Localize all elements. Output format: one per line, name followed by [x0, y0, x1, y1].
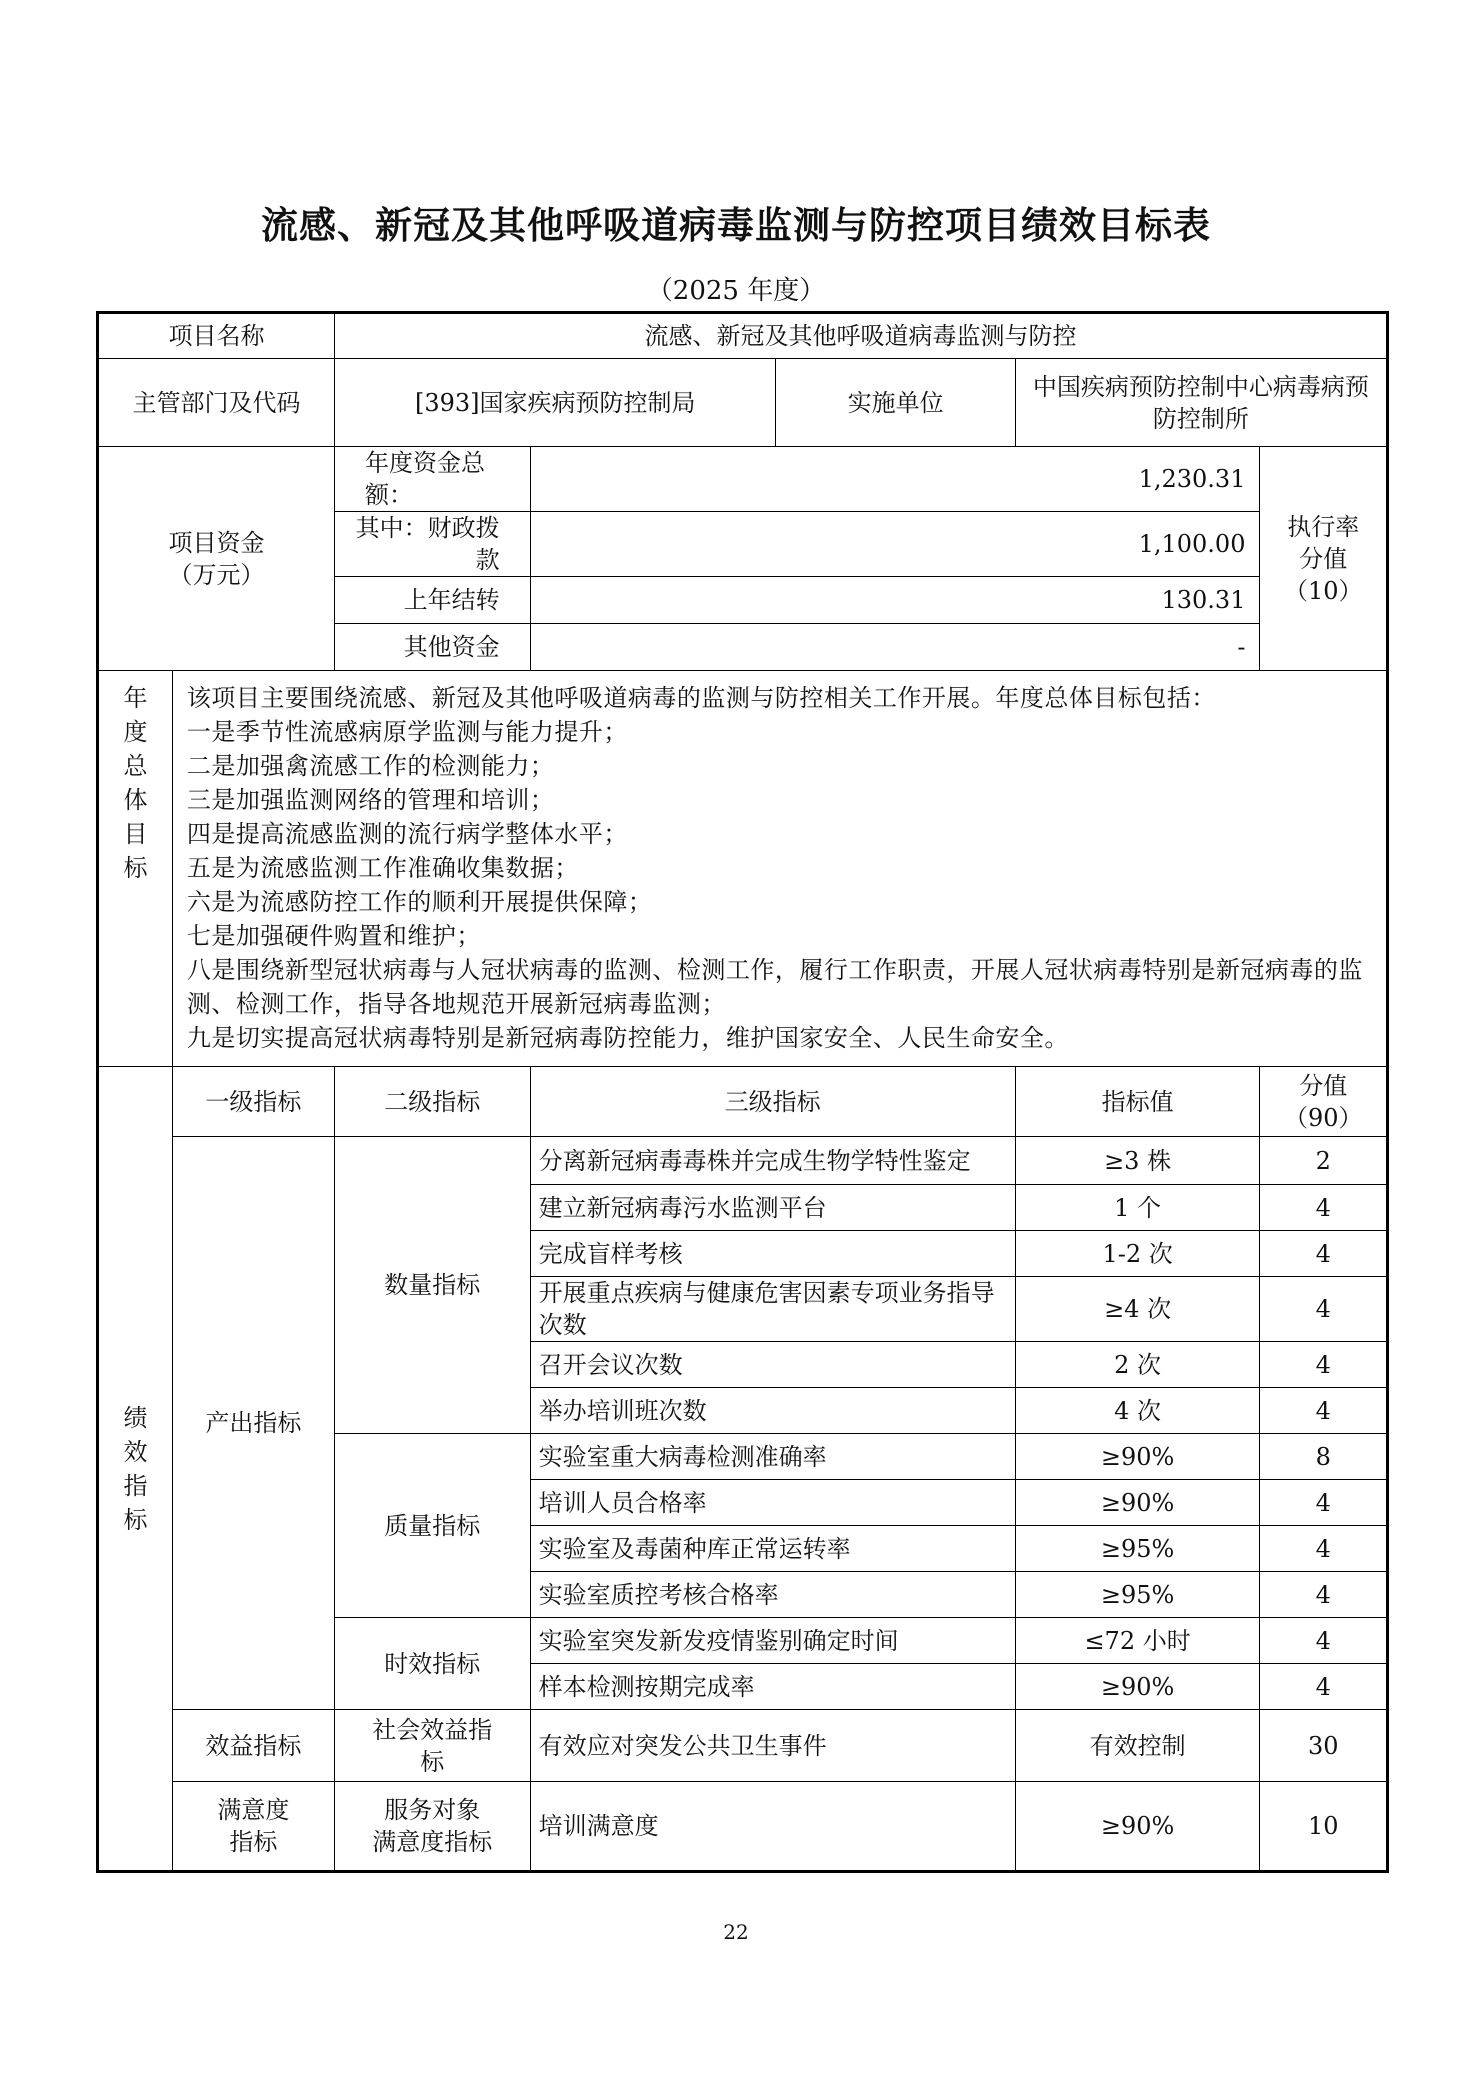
funds-label — [98, 447, 335, 671]
indicator-name: 实验室及毒菌种库正常运转率 — [530, 1526, 1015, 1572]
goal-label-char: 年 — [123, 684, 148, 712]
goal-line: 七是加强硬件购置和维护； — [186, 922, 481, 950]
indicator-value: ≥4 次 — [1015, 1277, 1260, 1342]
department-value: [393]国家疾病预防控制局 — [334, 359, 776, 447]
social-benefit-indicator-label — [334, 1710, 530, 1782]
page-subtitle: （2025 年度） — [646, 276, 826, 306]
indicator-value: ≤72 小时 — [1015, 1618, 1260, 1664]
funds-label-line2: （万元） — [168, 560, 265, 589]
goal-line: 九是切实提高冠状病毒特别是新冠病毒防控能力，维护国家安全、人民生命安全。 — [186, 1024, 1069, 1052]
indicator-name: 样本检测按期完成率 — [530, 1664, 1015, 1710]
funds-total-label: 年度资金总额： — [334, 447, 530, 512]
indicator-value: 有效控制 — [1015, 1710, 1260, 1782]
indicator-name: 举办培训班次数 — [530, 1388, 1015, 1434]
service-label-line2: 满意度指标 — [372, 1828, 493, 1856]
indicator-score: 10 — [1260, 1782, 1388, 1872]
funds-carryover-value: 130.31 — [530, 577, 1260, 624]
indicators-label-char: 指 — [123, 1471, 148, 1500]
header-score-line1: 分值 — [1299, 1071, 1348, 1100]
execution-rate-line1: 执行率 — [1287, 512, 1360, 541]
funds-carryover-label: 上年结转 — [334, 577, 530, 624]
indicator-name: 实验室重大病毒检测准确率 — [530, 1434, 1015, 1480]
goal-line: 四是提高流感监测的流行病学整体水平； — [186, 820, 628, 848]
indicator-score: 4 — [1260, 1231, 1388, 1277]
indicators-label-char: 标 — [123, 1505, 148, 1534]
indicator-score: 4 — [1260, 1277, 1388, 1342]
indicator-score: 4 — [1260, 1572, 1388, 1618]
annual-goal-row — [98, 671, 1388, 1067]
goal-label-char: 总 — [123, 752, 148, 780]
social-label-line2: 标 — [420, 1747, 445, 1776]
quality-indicator-label: 质量指标 — [334, 1434, 530, 1618]
goal-label-char: 标 — [123, 854, 148, 882]
goal-label-char: 目 — [123, 820, 148, 848]
indicator-name: 实验室突发新发疫情鉴别确定时间 — [530, 1618, 1015, 1664]
indicators-header-row — [98, 1067, 1388, 1137]
timeliness-indicator-label: 时效指标 — [334, 1618, 530, 1710]
output-indicator-label: 产出指标 — [172, 1137, 334, 1710]
goal-line: 二是加强禽流感工作的检测能力； — [186, 752, 555, 780]
department-row — [98, 359, 1388, 447]
indicator-value: 2 次 — [1015, 1342, 1260, 1388]
header-level1: 一级指标 — [172, 1067, 334, 1137]
page-title: 流感、新冠及其他呼吸道病毒监测与防控项目绩效目标表 — [261, 204, 1211, 247]
execution-rate-score — [1260, 447, 1388, 671]
satisfaction-label-line1: 满意度 — [217, 1796, 290, 1824]
indicator-name: 培训人员合格率 — [530, 1480, 1015, 1526]
indicator-score: 4 — [1260, 1480, 1388, 1526]
indicators-label — [98, 1067, 173, 1872]
annual-goal-text — [172, 671, 1387, 1067]
department-label: 主管部门及代码 — [98, 359, 335, 447]
implementing-unit-value: 中国疾病预防控制中心病毒病预防控制所 — [1015, 359, 1387, 447]
goal-label-char: 体 — [123, 786, 148, 814]
goal-label-char: 度 — [123, 718, 148, 746]
indicator-row — [98, 1710, 1388, 1782]
indicator-value: ≥95% — [1015, 1572, 1260, 1618]
project-name-label: 项目名称 — [98, 313, 335, 359]
service-satisfaction-indicator-label — [334, 1782, 530, 1872]
indicators-label-char: 效 — [123, 1437, 148, 1466]
social-label-line1: 社会效益指 — [372, 1715, 493, 1744]
indicator-value: 4 次 — [1015, 1388, 1260, 1434]
indicator-value: ≥90% — [1015, 1480, 1260, 1526]
satisfaction-label-line2: 指标 — [229, 1828, 278, 1856]
funds-fiscal-value: 1,100.00 — [530, 512, 1260, 577]
indicator-score: 2 — [1260, 1137, 1388, 1185]
indicator-name: 分离新冠病毒毒株并完成生物学特性鉴定 — [530, 1137, 1015, 1185]
indicator-score: 4 — [1260, 1388, 1388, 1434]
benefit-indicator-label: 效益指标 — [172, 1710, 334, 1782]
indicator-score: 8 — [1260, 1434, 1388, 1480]
project-name-row — [98, 313, 1388, 359]
implementing-unit-label: 实施单位 — [776, 359, 1015, 447]
indicator-value: ≥90% — [1015, 1664, 1260, 1710]
performance-table — [96, 311, 1389, 1873]
funds-other-label: 其他资金 — [334, 624, 530, 671]
indicator-value: ≥3 株 — [1015, 1137, 1260, 1185]
satisfaction-indicator-label — [172, 1782, 334, 1872]
indicator-value: 1 个 — [1015, 1185, 1260, 1231]
page-number: 22 — [723, 1920, 749, 1944]
goal-line: 五是为流感监测工作准确收集数据； — [186, 854, 579, 882]
indicator-value: ≥90% — [1015, 1782, 1260, 1872]
indicator-name: 有效应对突发公共卫生事件 — [530, 1710, 1015, 1782]
indicator-row — [98, 1782, 1388, 1872]
annual-goal-label — [98, 671, 173, 1067]
indicator-name: 培训满意度 — [530, 1782, 1015, 1872]
indicator-score: 30 — [1260, 1710, 1388, 1782]
funds-other-value: - — [530, 624, 1260, 671]
header-level3: 三级指标 — [530, 1067, 1015, 1137]
goal-line: 六是为流感防控工作的顺利开展提供保障； — [186, 888, 653, 916]
goal-line: 该项目主要围绕流感、新冠及其他呼吸道病毒的监测与防控相关工作开展。年度总体目标包括： — [186, 684, 1216, 712]
indicator-score: 4 — [1260, 1664, 1388, 1710]
indicator-value: ≥90% — [1015, 1434, 1260, 1480]
header-value: 指标值 — [1015, 1067, 1260, 1137]
execution-rate-line3: （10） — [1283, 576, 1363, 605]
funds-total-value: 1,230.31 — [530, 447, 1260, 512]
indicator-row — [98, 1137, 1388, 1185]
funds-row — [98, 447, 1388, 512]
goal-line: 三是加强监测网络的管理和培训； — [186, 786, 555, 814]
indicator-name: 完成盲样考核 — [530, 1231, 1015, 1277]
indicator-score: 4 — [1260, 1618, 1388, 1664]
indicator-value: ≥95% — [1015, 1526, 1260, 1572]
indicator-name: 开展重点疾病与健康危害因素专项业务指导次数 — [530, 1277, 1015, 1342]
quantity-indicator-label: 数量指标 — [334, 1137, 530, 1434]
indicator-score: 4 — [1260, 1526, 1388, 1572]
goal-line: 八是围绕新型冠状病毒与人冠状病毒的监测、检测工作，履行工作职责，开展人冠状病毒特别是新冠病毒的监测、检测工作，指导各地规范开展新冠病毒监测； — [186, 956, 1363, 1018]
project-name-value: 流感、新冠及其他呼吸道病毒监测与防控 — [334, 313, 1387, 359]
indicator-score: 4 — [1260, 1342, 1388, 1388]
indicators-label-char: 绩 — [123, 1403, 148, 1432]
indicator-value: 1-2 次 — [1015, 1231, 1260, 1277]
execution-rate-line2: 分值 — [1299, 544, 1348, 573]
header-level2: 二级指标 — [334, 1067, 530, 1137]
indicator-name: 召开会议次数 — [530, 1342, 1015, 1388]
funds-label-line1: 项目资金 — [168, 528, 265, 557]
goal-line: 一是季节性流感病原学监测与能力提升； — [186, 718, 628, 746]
service-label-line1: 服务对象 — [384, 1796, 481, 1824]
indicator-name: 实验室质控考核合格率 — [530, 1572, 1015, 1618]
indicator-score: 4 — [1260, 1185, 1388, 1231]
funds-fiscal-label: 其中：财政拨款 — [334, 512, 530, 577]
indicator-name: 建立新冠病毒污水监测平台 — [530, 1185, 1015, 1231]
header-score — [1260, 1067, 1388, 1137]
header-score-line2: （90） — [1283, 1103, 1363, 1132]
